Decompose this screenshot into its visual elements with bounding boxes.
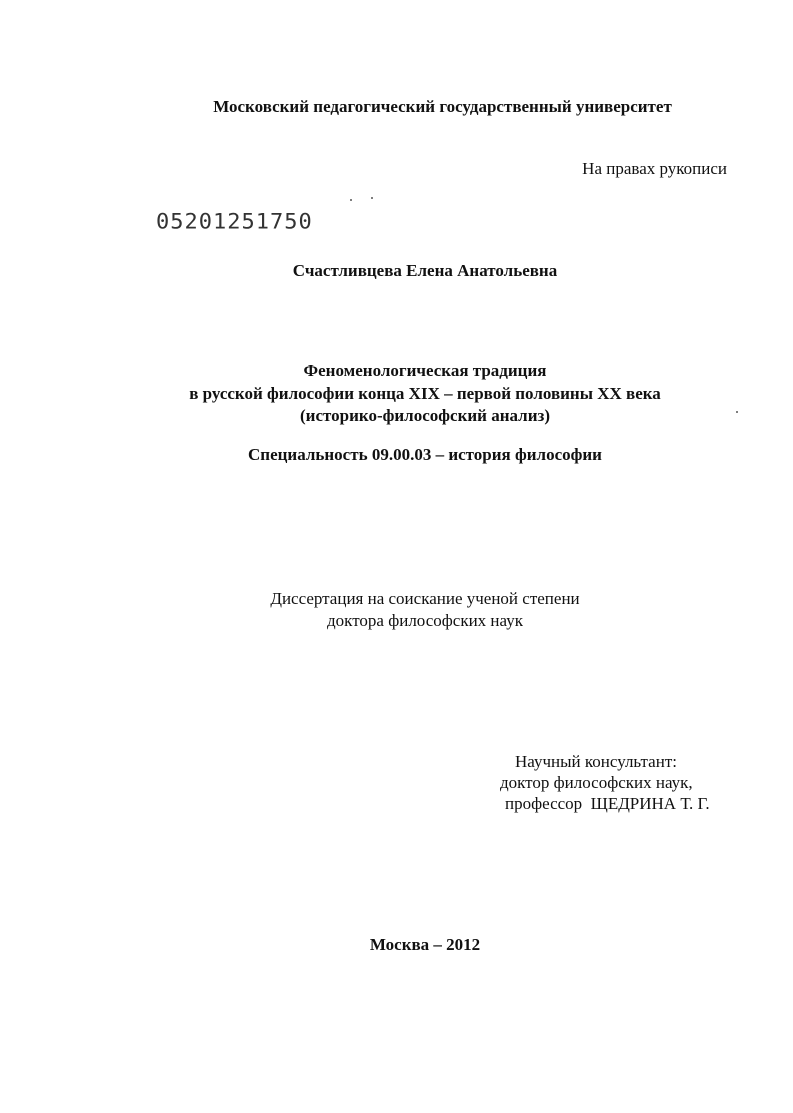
university-name: Московский педагогический государственный университет: [213, 97, 672, 116]
dissertation-line-1: Диссертация на соискание ученой степени: [270, 589, 580, 608]
advisor-label: Научный консультант:: [515, 752, 677, 771]
city-year: Москва – 2012: [369, 935, 481, 954]
specialty: Специальность 09.00.03 – история философии: [248, 445, 602, 464]
title-line-3: (историко-философский анализ): [300, 406, 550, 425]
scientific-advisor-block: [500, 751, 710, 814]
scan-speck: [350, 199, 352, 201]
title-line-2: в русской философии конца XIX – первой половины XX века: [189, 384, 661, 403]
advisor-degree: доктор философских наук,: [500, 773, 693, 792]
dissertation-line-2: доктора философских наук: [327, 611, 523, 630]
scan-speck: [371, 197, 373, 199]
advisor-rank-name: профессор ЩЕДРИНА Т. Г.: [505, 794, 710, 813]
manuscript-rights-note: На правах рукописи: [582, 159, 727, 178]
title-line-1: Феноменологическая традиция: [303, 361, 547, 380]
registration-code-stamp: 05201251750: [156, 210, 313, 235]
author-name: Счастливцева Елена Анатольевна: [292, 261, 558, 280]
